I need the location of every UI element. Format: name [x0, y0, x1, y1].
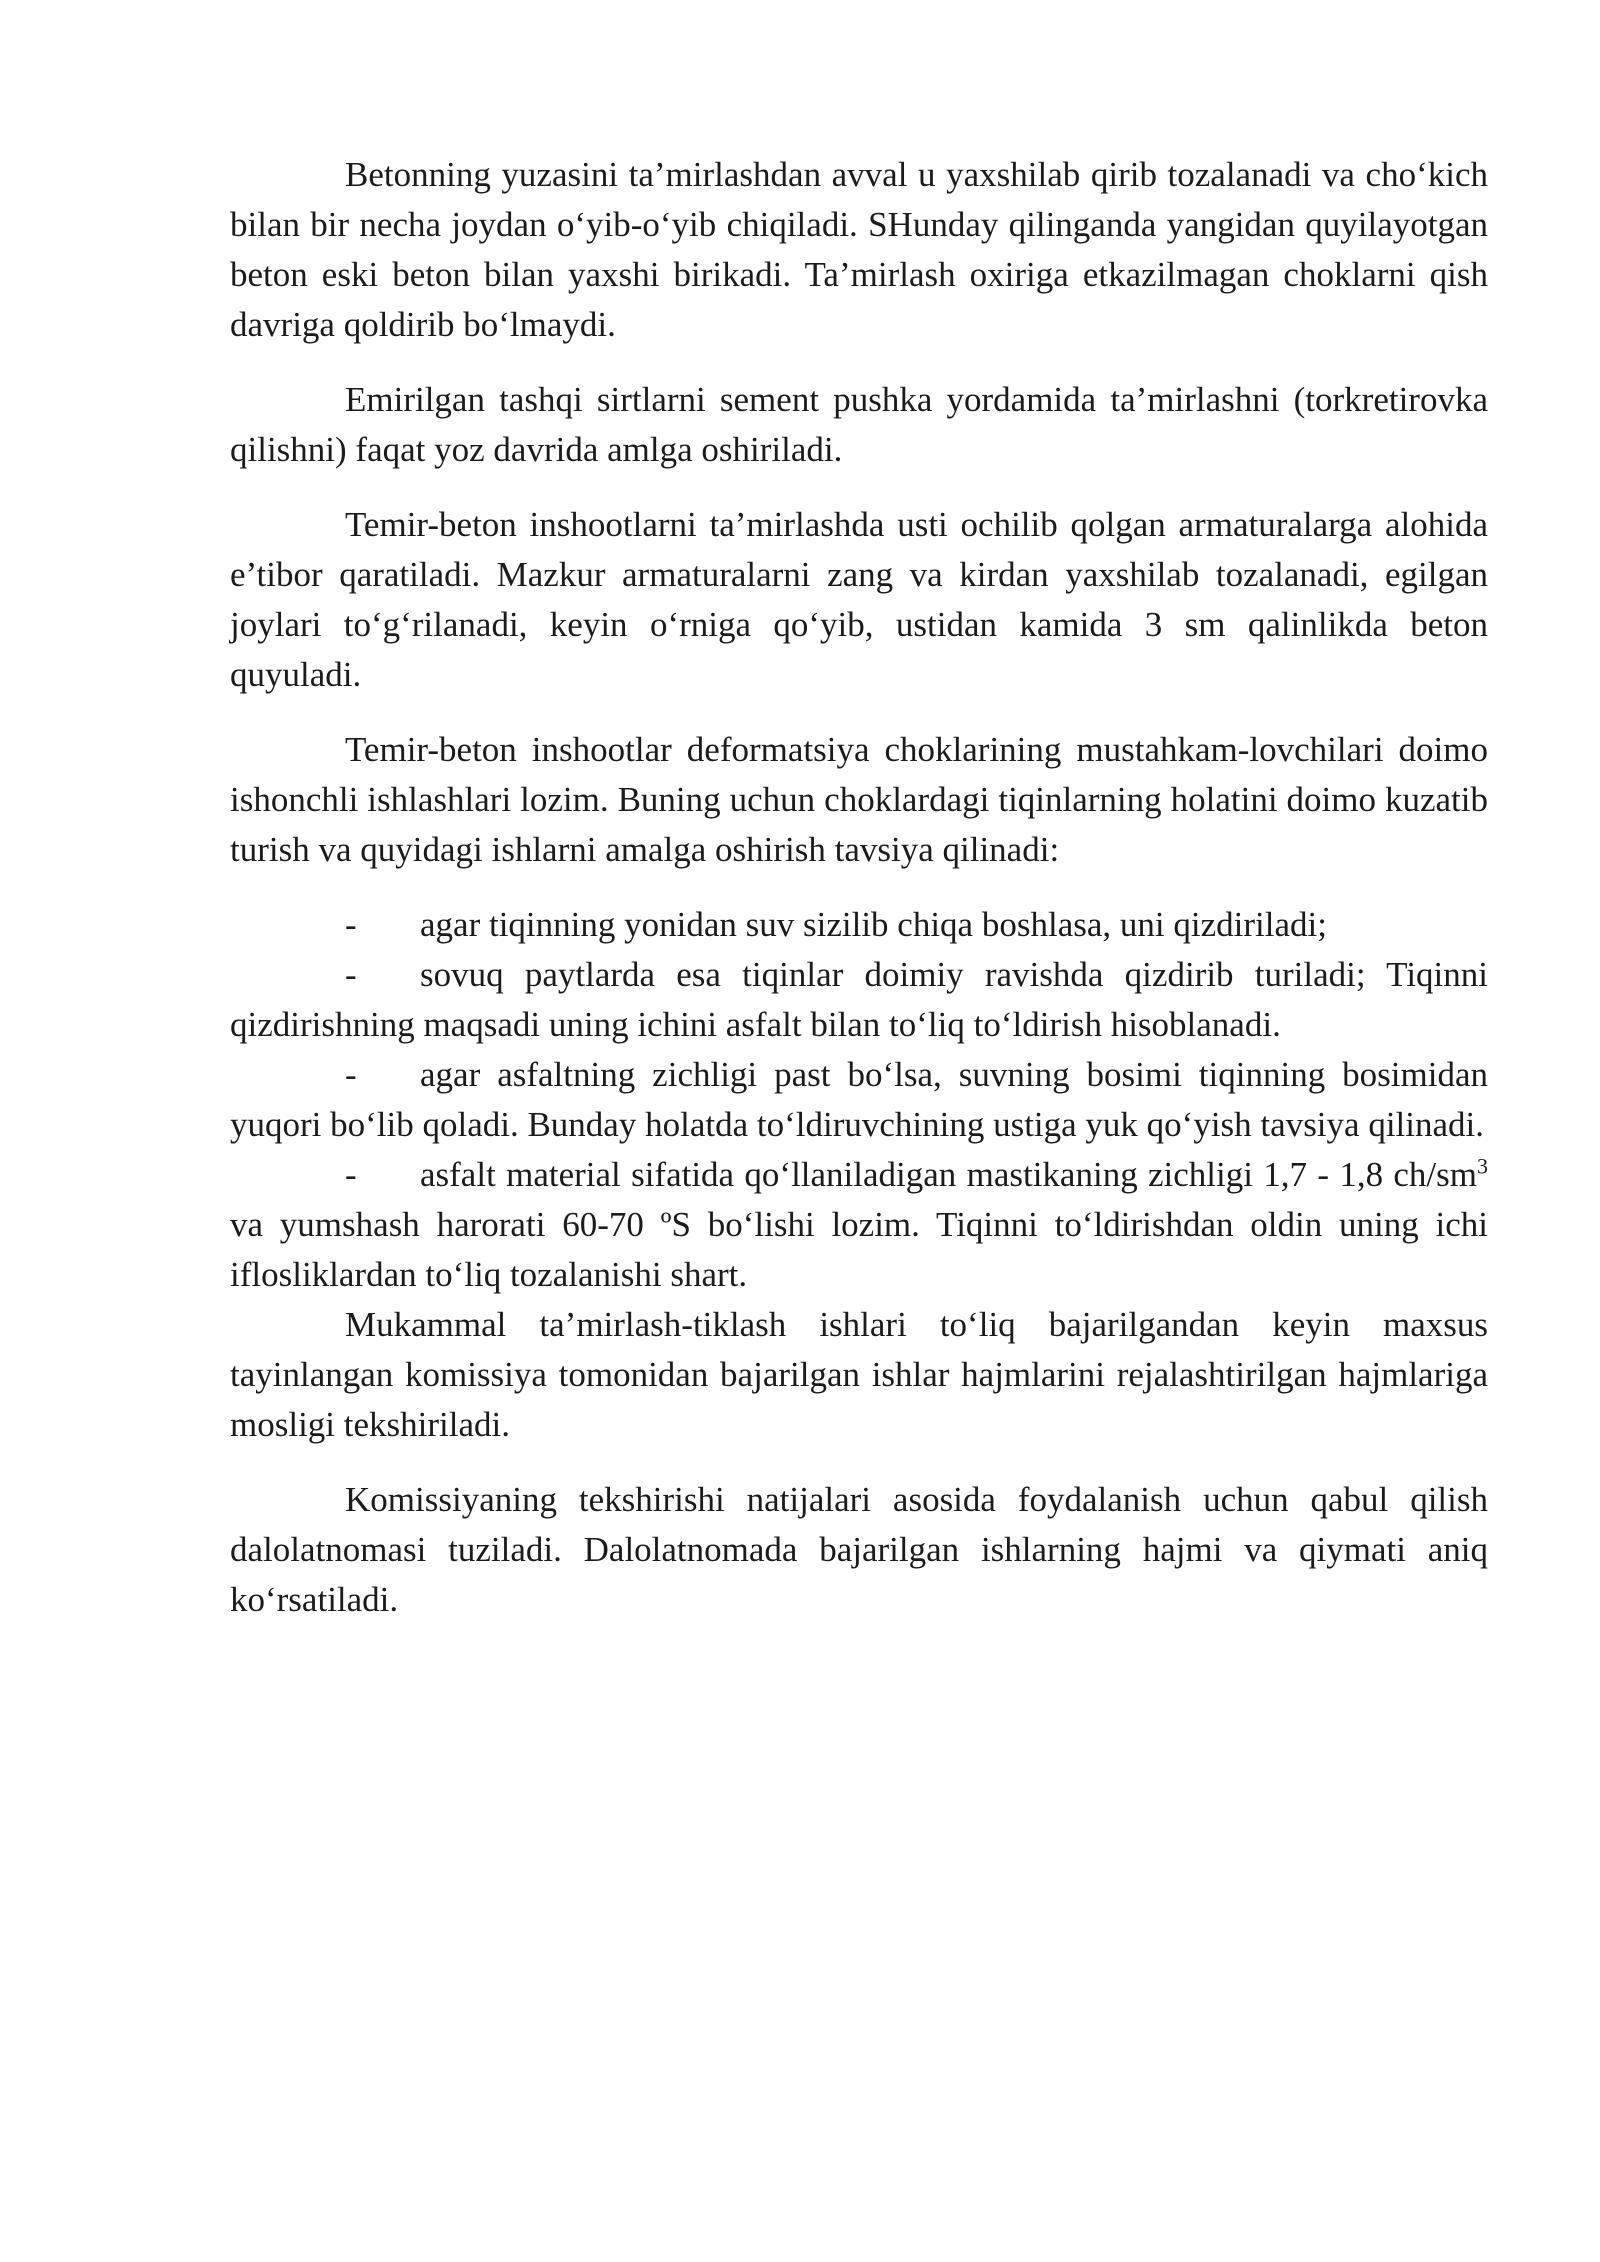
list-item-text: agar tiqinning yonidan suv sizilib chiqa boshlasa, uni qizdiriladi;	[420, 905, 1327, 944]
list-item	[230, 1150, 1488, 1300]
paragraph-concrete-surface-repair: Betonning yuzasini ta’mirlashdan avval u yaxshilab qirib tozalanadi va cho‘kich bilan bir necha joydan o‘yib-o‘yib chiqiladi. SHunday qilinganda yangidan quyilayotgan beton eski beton bilan yaxshi birikadi. Ta’mirlash oxiriga etkazilmagan choklarni qish davriga qoldirib bo‘lmaydi.	[230, 155, 1488, 344]
list-item	[230, 900, 1488, 950]
list-dash: -	[345, 905, 357, 944]
superscript-exponent: 3	[1477, 1153, 1488, 1179]
list-item	[230, 950, 1488, 1050]
paragraph-deformation-joints: Temir-beton inshootlar deformatsiya choklarining mustahkam-lovchilari doimo ishonchli ishlashlari lozim. Buning uchun choklardagi tiqinlarning holatini doimo kuzatib turish va quyidagi ishlarni amalga oshirish tavsiya qilinadi:	[230, 730, 1488, 869]
paragraph-commission-check: Mukammal ta’mirlash-tiklash ishlari to‘liq bajarilgandan keyin maxsus tayinlangan komissiya tomonidan bajarilgan ishlar hajmlarini rejalashtirilgan hajmlariga mosligi tekshiriladi.	[230, 1305, 1488, 1444]
paragraph-acceptance-act: Komissiyaning tekshirishi natijalari asosida foydalanish uchun qabul qilish dalolatnomasi tuziladi. Dalolatnomada bajarilgan ishlarning hajmi va qiymati aniq ko‘rsatiladi.	[230, 1480, 1488, 1619]
list-item-text-start: asfalt material sifatida qo‘llaniladigan mastikaning zichligi 1,7 - 1,8 ch/sm	[420, 1155, 1477, 1194]
paragraph-reinforcement-repair: Temir-beton inshootlarni ta’mirlashda usti ochilib qolgan armaturalarga alohida e’tibor qaratiladi. Mazkur armaturalarni zang va kirdan yaxshilab tozalanadi, egilgan joylari to‘g‘rilanadi, keyin o‘rniga qo‘yib, ustidan kamida 3 sm qalinlikda beton quyuladi.	[230, 505, 1488, 694]
list-item-text: agar asfaltning zichligi past bo‘lsa, suvning bosimi tiqinning bosimidan yuqori bo‘lib qoladi. Bunday holatda to‘ldiruvchining ustiga yuk qo‘yish tavsiya qilinadi.	[230, 1055, 1488, 1144]
list-dash: -	[345, 955, 357, 994]
paragraph-shotcrete-repair: Emirilgan tashqi sirtlarni sement pushka yordamida ta’mirlashni (torkretirovka qilishni) faqat yoz davrida amlga oshiriladi.	[230, 380, 1488, 469]
list-item	[230, 1050, 1488, 1150]
list-dash: -	[345, 1055, 357, 1094]
document-page	[230, 150, 1488, 1650]
list-dash: -	[345, 1155, 357, 1194]
list-item-text-end: va yumshash harorati 60-70 ºS bo‘lishi lozim. Tiqinni to‘ldirishdan oldin uning ichi iflosliklardan to‘liq tozalanishi shart.	[230, 1205, 1488, 1294]
list-item-text: sovuq paytlarda esa tiqinlar doimiy ravishda qizdirib turiladi; Tiqinni qizdirishning maqsadi uning ichini asfalt bilan to‘liq to‘ldirish hisoblanadi.	[230, 955, 1488, 1044]
